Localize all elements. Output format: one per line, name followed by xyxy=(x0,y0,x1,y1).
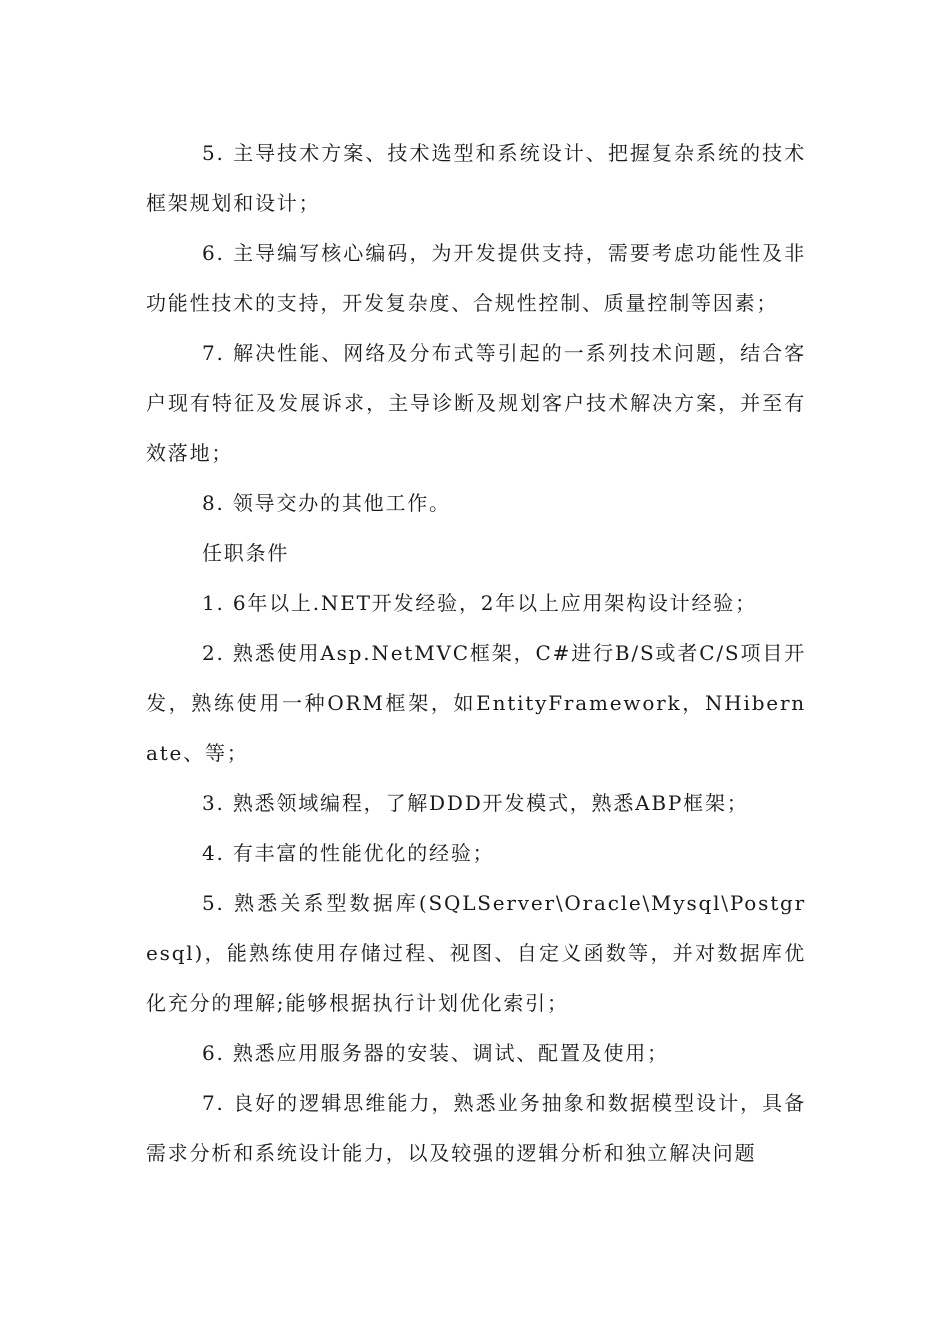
paragraph-duty-8: 8. 领导交办的其他工作。 xyxy=(202,491,451,515)
paragraph-requirement-1: 1. 6年以上.NET开发经验，2年以上应用架构设计经验； xyxy=(202,591,757,615)
paragraph-duty-7: 7. 解决性能、网络及分布式等引起的一系列技术问题，结合客户现有特征及发展诉求，主导诊断及规划客户技术解决方案，并至有效落地； xyxy=(146,341,806,465)
paragraph-requirement-7: 7. 良好的逻辑思维能力，熟悉业务抽象和数据模型设计，具备需求分析和系统设计能力，以及较强的逻辑分析和独立解决问题 xyxy=(146,1091,806,1165)
paragraph-requirement-2: 2. 熟悉使用Asp.NetMVC框架，C#进行B/S或者C/S项目开发，熟练使用一种ORM框架，如EntityFramework，NHibernate、等； xyxy=(146,641,806,765)
paragraph-requirement-4: 4. 有丰富的性能优化的经验； xyxy=(202,841,495,865)
paragraph-duty-6: 6. 主导编写核心编码，为开发提供支持，需要考虑功能性及非功能性技术的支持，开发复杂度、合规性控制、质量控制等因素； xyxy=(146,241,806,315)
paragraph-duty-5: 5. 主导技术方案、技术选型和系统设计、把握复杂系统的技术框架规划和设计； xyxy=(146,141,806,215)
paragraph-requirement-5: 5. 熟悉关系型数据库(SQLServer\Oracle\Mysql\Postgresql)，能熟练使用存储过程、视图、自定义函数等，并对数据库优化充分的理解;能够根据执行计划优化索引； xyxy=(146,891,806,1015)
section-heading-requirements: 任职条件 xyxy=(202,541,290,565)
paragraph-requirement-6: 6. 熟悉应用服务器的安装、调试、配置及使用； xyxy=(202,1041,669,1065)
document-body xyxy=(146,128,806,1178)
paragraph-requirement-3: 3. 熟悉领域编程，了解DDD开发模式，熟悉ABP框架； xyxy=(202,791,749,815)
